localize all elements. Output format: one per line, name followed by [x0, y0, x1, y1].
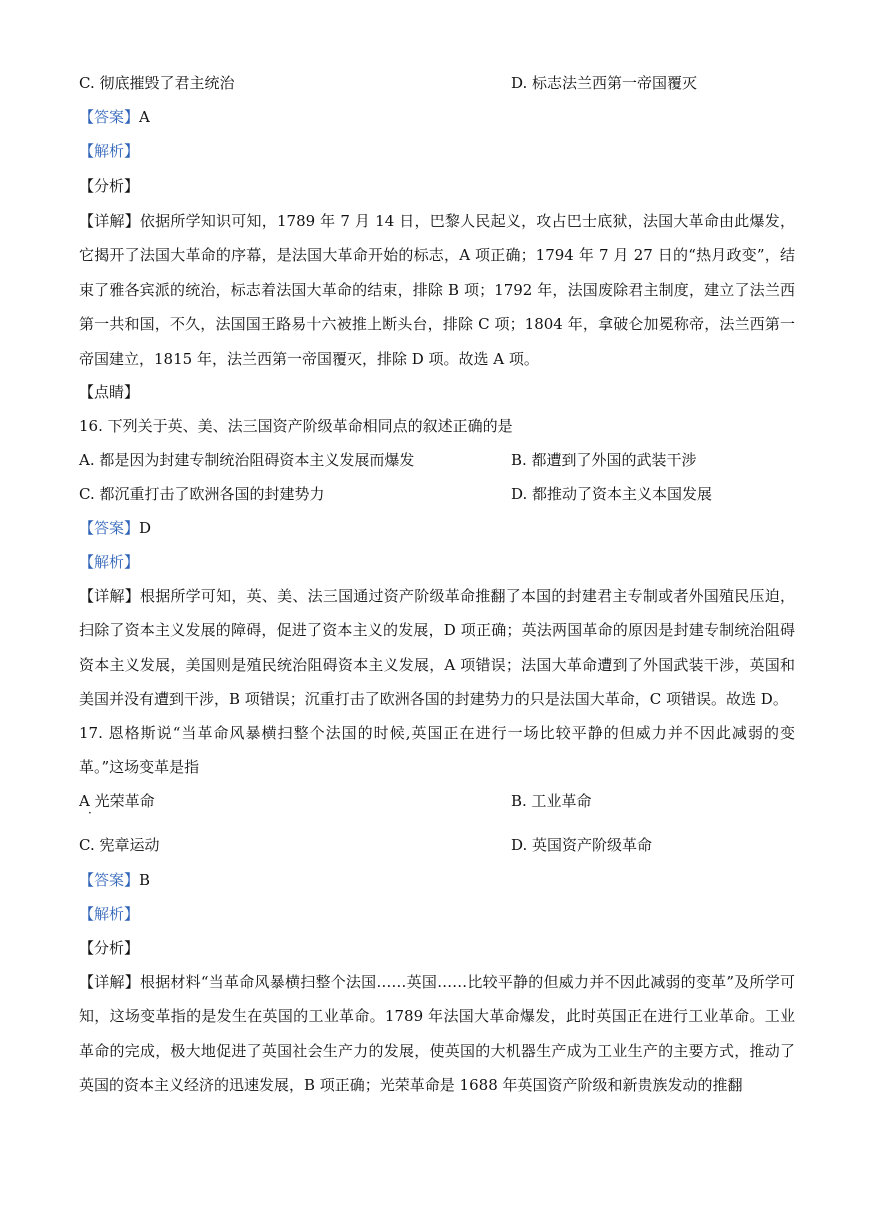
q15-option-c: C. 彻底摧毁了君主统治 [79, 74, 235, 92]
q16-analysis-tag [79, 552, 139, 572]
q17-detail-text: 根据材料“当革命风暴横扫整个法国……英国……比较平静的但威力并不因此减弱的变革”及所学可知，这场变革指的是发生在英国的工业革命。1789 年法国大革命爆发，此时英国正在进行工业革命。工业革命的完成，极大地促进了英国社会生产力的发展，使英国的大机器生产成为工业生产的主要方式，推动了英国的资本主义经济的迅速发展，B 项正确；光荣革命是 1688 年英国资产阶级和新贵族发动的推翻 [79, 973, 795, 1095]
q16-option-a: A. 都是因为封建专制统治阻碍资本主义发展而爆发 [79, 451, 415, 469]
q15-answer-line [79, 107, 150, 127]
q16-answer-line [79, 518, 151, 538]
q15-option-d: D. 标志法兰西第一帝国覆灭 [511, 74, 698, 92]
q17-option-d: D. 英国资产阶级革命 [511, 836, 653, 854]
q16-detail-text: 根据所学可知，英、美、法三国通过资产阶级革命推翻了本国的封建君主专制或者外国殖民压迫，扫除了资本主义发展的障碍，促进了资本主义的发展，D 项正确；英法两国革命的原因是封建专制统治阻碍资本主义发展，美国则是殖民统治阻碍资本主义发展，A 项错误；法国大革命遭到了外国武装干涉，英国和美国并没有遭到干涉，B 项错误；沉重打击了欧洲各国的封建势力的只是法国大革命，C 项错误。故选 D。 [79, 587, 795, 709]
q17-answer-line [79, 870, 150, 890]
q16-detail [79, 579, 795, 717]
q16-options-ab-row [79, 450, 697, 470]
q17-fenxi-tag [79, 938, 139, 958]
q16-answer: D [139, 519, 152, 537]
q15-analysis-tag [79, 141, 139, 161]
analysis-tag: 【解析】 [79, 905, 140, 923]
analysis-tag: 【解析】 [79, 142, 140, 160]
q16-stem: 16. 下列关于英、美、法三国资产阶级革命相同点的叙述正确的是 [79, 417, 513, 435]
q17-options-cd-row [79, 835, 653, 855]
q17-option-c: C. 宪章运动 [79, 836, 160, 854]
detail-tag: 【详解】 [79, 973, 140, 991]
q16-option-b: B. 都遭到了外国的武装干涉 [511, 451, 697, 469]
fenxi-tag: 【分析】 [79, 177, 140, 195]
q15-detail-text: 依据所学知识可知，1789 年 7 月 14 日，巴黎人民起义，攻占巴士底狱，法国大革命由此爆发，它揭开了法国大革命的序幕，是法国大革命开始的标志，A 项正确；1794 年 7 月 27 日的“热月政变”，结束了雅各宾派的统治，标志着法国大革命的结束，排除 B 项；1792 年，法国废除君主制度，建立了法兰西第一共和国，不久，法国国王路易十六被推上断头台，排除 C 项；1804 年，拿破仑加冕称帝，法兰西第一帝国建立，1815 年，法兰西第一帝国覆灭，排除 D 项。故选 A 项。 [79, 212, 795, 368]
analysis-tag: 【解析】 [79, 553, 140, 571]
detail-tag: 【详解】 [79, 212, 140, 230]
q15-dianjing-tag [79, 382, 139, 402]
q15-answer: A [139, 108, 150, 126]
q15-options-cd-row [79, 73, 698, 93]
q17-analysis-tag [79, 904, 139, 924]
q17-option-a: A 光荣革命 [79, 792, 155, 810]
answer-tag: 【答案】 [79, 871, 140, 889]
q17-option-b: B. 工业革命 [511, 792, 592, 810]
stray-dot-mark: · [88, 806, 92, 820]
fenxi-tag: 【分析】 [79, 939, 140, 957]
q16-option-d: D. 都推动了资本主义本国发展 [511, 485, 713, 503]
q17-detail [79, 965, 795, 1103]
q15-fenxi-tag [79, 176, 139, 196]
q15-detail [79, 204, 795, 376]
q17-stem: 17. 恩格斯说“当革命风暴横扫整个法国的时候,英国正在进行一场比较平静的但威力并不因此减弱的变革。”这场变革是指 [79, 724, 795, 777]
q16-option-c: C. 都沉重打击了欧洲各国的封建势力 [79, 485, 325, 503]
q16-options-cd-row [79, 484, 713, 504]
answer-tag: 【答案】 [79, 108, 140, 126]
dianjing-tag: 【点睛】 [79, 383, 140, 401]
answer-tag: 【答案】 [79, 519, 140, 537]
detail-tag: 【详解】 [79, 587, 140, 605]
q17-answer: B [139, 871, 151, 889]
